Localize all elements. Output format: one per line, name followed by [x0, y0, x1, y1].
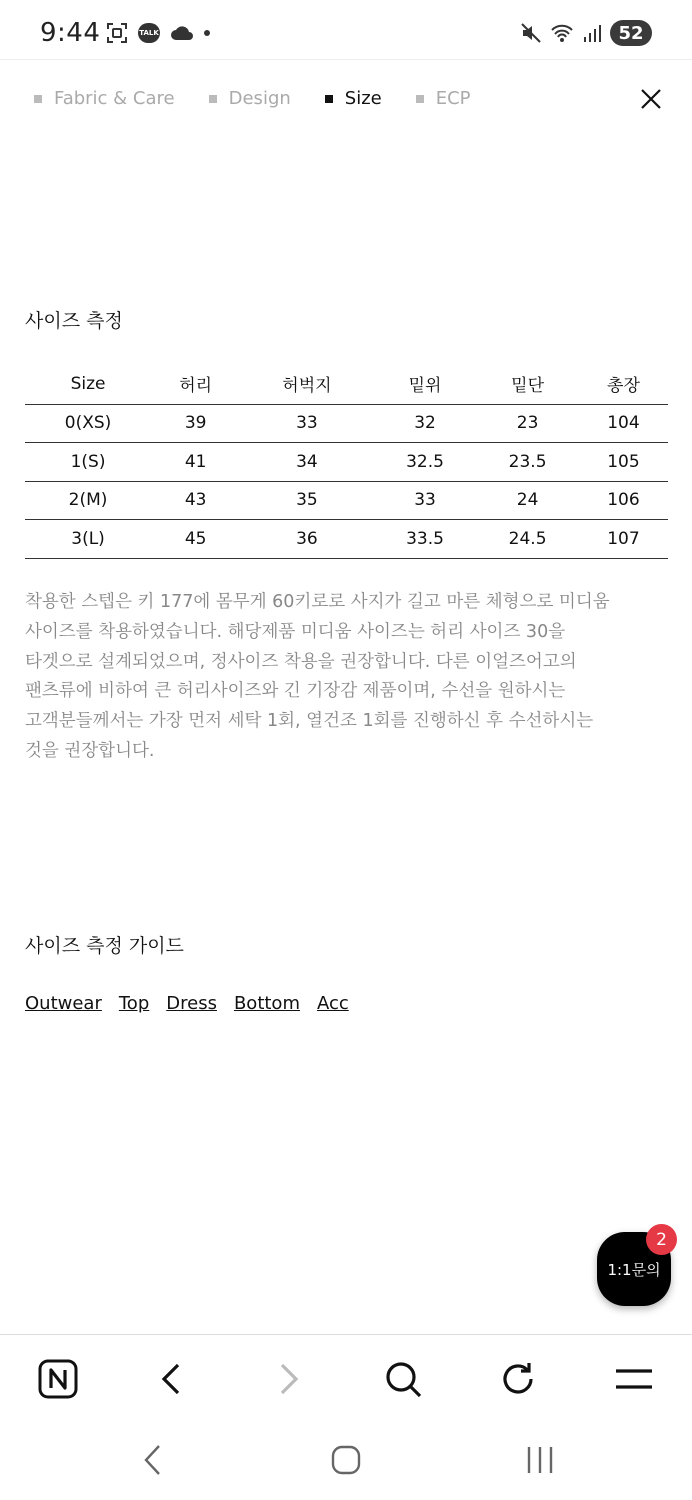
table-cell: 43	[151, 481, 240, 520]
back-button[interactable]	[150, 1357, 194, 1401]
nav-back-button[interactable]	[130, 1438, 174, 1482]
tab-label: ECP	[435, 88, 471, 109]
table-cell: 32.5	[374, 443, 477, 482]
search-button[interactable]	[381, 1357, 425, 1401]
header-thigh: 허벅지	[240, 364, 374, 404]
table-cell: 1(S)	[25, 443, 151, 482]
tab-marker	[34, 95, 42, 103]
guide-section-title: 사이즈 측정 가이드	[25, 935, 184, 957]
guide-link-outwear[interactable]: Outwear	[25, 993, 102, 1014]
naver-home-button[interactable]	[36, 1357, 80, 1401]
size-section-title: 사이즈 측정	[25, 310, 123, 332]
cloud-icon	[170, 25, 194, 41]
table-cell: 39	[151, 404, 240, 443]
table-cell: 32	[374, 404, 477, 443]
status-right-icons	[520, 20, 652, 46]
tab-design[interactable]	[209, 88, 291, 109]
header-size: Size	[25, 364, 151, 404]
header-waist: 허리	[151, 364, 240, 404]
table-cell: 34	[240, 443, 374, 482]
header-hem: 밑단	[476, 364, 579, 404]
status-bar	[0, 0, 692, 60]
tab-marker	[209, 95, 217, 103]
close-button[interactable]	[638, 86, 664, 112]
table-cell: 33	[374, 481, 477, 520]
tab-marker	[325, 95, 333, 103]
inquiry-button[interactable]: 1:1문의	[597, 1232, 671, 1306]
table-header-row	[25, 364, 668, 404]
description-line: 것을 권장합니다.	[25, 740, 155, 761]
tab-ecp[interactable]	[416, 88, 471, 109]
table-cell: 23.5	[476, 443, 579, 482]
system-nav-bar	[0, 1424, 692, 1500]
table-cell: 45	[151, 520, 240, 559]
tab-marker	[416, 95, 424, 103]
table-row	[25, 404, 668, 443]
back-icon	[140, 1443, 164, 1477]
menu-button[interactable]	[612, 1357, 656, 1401]
menu-icon	[614, 1366, 654, 1392]
kakaotalk-icon: TALK	[138, 23, 160, 43]
description-line: 사이즈를 착용하였습니다. 해당제품 미디움 사이즈는 허리 사이즈 30을	[25, 621, 566, 642]
guide-link-acc[interactable]: Acc	[316, 993, 349, 1014]
tab-size[interactable]	[325, 88, 382, 109]
info-tabs	[34, 88, 505, 109]
tab-label: Fabric & Care	[54, 88, 175, 109]
table-cell: 3(L)	[25, 520, 151, 559]
size-table	[25, 364, 668, 559]
nav-home-button[interactable]	[324, 1438, 368, 1482]
naver-home-icon	[38, 1359, 78, 1399]
guide-links	[25, 993, 349, 1014]
browser-toolbar	[0, 1334, 692, 1424]
table-cell: 24	[476, 481, 579, 520]
search-icon	[383, 1359, 423, 1399]
status-time: 9:44	[40, 18, 101, 48]
table-cell: 0(XS)	[25, 404, 151, 443]
table-cell: 41	[151, 443, 240, 482]
nav-recents-button[interactable]	[518, 1438, 562, 1482]
table-cell: 33	[240, 404, 374, 443]
tab-fabric-care[interactable]	[34, 88, 175, 109]
table-row	[25, 481, 668, 520]
description-line: 타겟으로 설계되었으며, 정사이즈 착용을 권장합니다. 다른 이얼즈어고의	[25, 651, 577, 672]
description-line: 착용한 스텝은 키 177에 몸무게 60키로로 사지가 길고 마른 체형으로 미디움	[25, 592, 610, 612]
wifi-icon	[550, 23, 574, 43]
table-cell: 105	[579, 443, 668, 482]
table-row	[25, 443, 668, 482]
table-cell: 35	[240, 481, 374, 520]
battery-indicator: 52	[610, 20, 652, 46]
table-cell: 106	[579, 481, 668, 520]
notification-dot	[204, 30, 210, 36]
mute-icon	[520, 22, 542, 44]
table-cell: 2(M)	[25, 481, 151, 520]
header-length: 총장	[579, 364, 668, 404]
back-icon	[157, 1362, 187, 1396]
table-cell: 23	[476, 404, 579, 443]
tab-label: Size	[344, 88, 382, 109]
description-line: 고객분들께서는 가장 먼저 세탁 1회, 열건조 1회를 진행하신 후 수선하시는	[25, 711, 594, 732]
refresh-icon	[498, 1359, 538, 1399]
table-cell: 104	[579, 404, 668, 443]
guide-link-top[interactable]: Top	[118, 993, 150, 1014]
signal-icon	[582, 23, 602, 43]
size-description	[25, 588, 685, 767]
inquiry-badge: 2	[646, 1224, 677, 1255]
guide-link-dress[interactable]: Dress	[166, 993, 217, 1014]
table-cell: 36	[240, 520, 374, 559]
tab-label: Design	[228, 88, 291, 109]
table-row	[25, 520, 668, 559]
table-cell: 33.5	[374, 520, 477, 559]
table-cell: 107	[579, 520, 668, 559]
table-cell: 24.5	[476, 520, 579, 559]
description-line: 팬츠류에 비하여 큰 허리사이즈와 긴 기장감 제품이며, 수선을 원하시는	[25, 681, 566, 702]
status-left-icons	[106, 22, 210, 44]
refresh-button[interactable]	[496, 1357, 540, 1401]
screenshot-icon	[106, 22, 128, 44]
guide-link-bottom[interactable]: Bottom	[233, 993, 300, 1014]
recents-icon	[525, 1444, 555, 1476]
home-icon	[330, 1444, 362, 1476]
header-rise: 밑위	[374, 364, 477, 404]
close-icon	[638, 86, 664, 112]
forward-icon	[273, 1362, 303, 1396]
forward-button[interactable]	[266, 1357, 310, 1401]
